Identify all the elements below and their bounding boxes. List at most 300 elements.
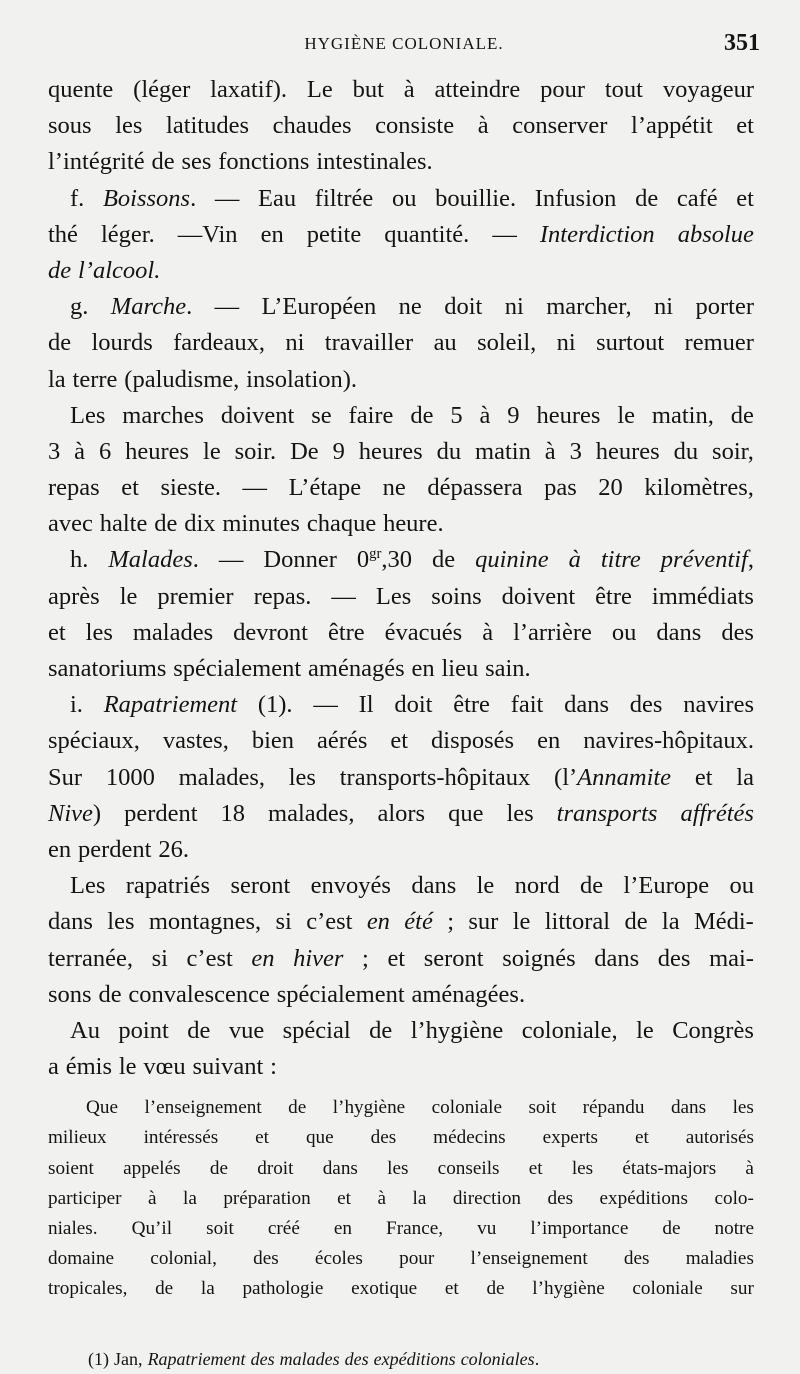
word: l’intégrité xyxy=(48,148,145,176)
word: nord xyxy=(514,872,560,900)
word: et xyxy=(255,1127,269,1149)
word: littoral xyxy=(544,908,611,936)
word: c’est xyxy=(186,944,233,972)
word: bouillie. xyxy=(435,184,517,212)
word: quinine xyxy=(475,546,549,574)
word: de xyxy=(288,1097,307,1119)
word: malades, xyxy=(268,799,355,827)
word: se xyxy=(311,401,332,429)
word: Les xyxy=(70,401,106,429)
word: dans xyxy=(322,1157,358,1179)
word: maladies xyxy=(685,1248,754,1270)
word: de xyxy=(155,1278,174,1300)
word: de xyxy=(635,184,659,212)
word: perdent xyxy=(77,835,152,863)
word: minutes xyxy=(222,510,300,538)
word: De xyxy=(290,437,319,465)
word: convalescence xyxy=(128,980,270,1008)
word: les xyxy=(506,799,534,827)
word: colonial, xyxy=(150,1248,217,1270)
word: 18 xyxy=(220,799,246,827)
word: marcher, xyxy=(546,293,632,321)
word: doit xyxy=(394,691,433,719)
word: ; xyxy=(362,944,369,972)
word: du xyxy=(436,437,462,465)
word: doivent xyxy=(220,401,295,429)
word: émis xyxy=(65,1053,113,1081)
word: à xyxy=(544,437,556,465)
word: milieux xyxy=(48,1127,107,1149)
word: malades xyxy=(279,1348,340,1369)
word: (1) xyxy=(88,1348,109,1369)
word: heures xyxy=(358,437,423,465)
word: transports xyxy=(556,799,658,827)
word: Sur xyxy=(48,763,83,791)
word: être xyxy=(327,618,365,646)
word: écoles xyxy=(314,1248,363,1270)
word: lourds xyxy=(91,329,153,357)
word: conseils xyxy=(437,1157,500,1179)
word: seront xyxy=(423,944,484,972)
word: en xyxy=(251,944,275,972)
word: remuer xyxy=(684,329,754,357)
word: envoyés xyxy=(310,872,391,900)
word: et xyxy=(387,944,406,972)
word: sur xyxy=(730,1278,754,1300)
word: autorisés xyxy=(685,1127,754,1149)
word: en xyxy=(48,835,72,863)
word: les xyxy=(85,618,113,646)
word: halte xyxy=(99,510,148,538)
word: Qu’il xyxy=(131,1218,173,1239)
word: l’hygiène xyxy=(532,1278,605,1300)
word: $0^{gr},30$ xyxy=(356,546,412,574)
running-title: HYGIÈNE COLONIALE. xyxy=(304,34,504,53)
word: mai- xyxy=(709,944,754,972)
word: travailler xyxy=(324,329,414,357)
word: matin xyxy=(475,437,531,465)
text-line xyxy=(48,470,754,506)
word: notre xyxy=(714,1218,754,1239)
word: dépassera xyxy=(427,474,523,502)
word: ; xyxy=(447,908,455,936)
word: été xyxy=(404,908,433,936)
word: vastes, xyxy=(162,727,229,755)
word: heures xyxy=(595,437,660,465)
word: expéditions xyxy=(599,1187,688,1209)
word: 1000 xyxy=(105,763,155,791)
word: au xyxy=(433,329,457,357)
word: et xyxy=(444,1278,459,1300)
word: filtrée xyxy=(314,184,374,212)
word: dans xyxy=(411,872,457,900)
word: immédiats xyxy=(651,582,754,610)
word: ou xyxy=(611,618,637,646)
word: à xyxy=(745,1157,754,1179)
word: l’enseignement xyxy=(144,1097,262,1119)
word: Rapatriement xyxy=(103,691,238,719)
text-line xyxy=(48,941,754,977)
word: des xyxy=(547,1187,574,1209)
word: préventif, xyxy=(660,546,754,574)
word: en xyxy=(537,727,561,755)
page-header xyxy=(48,30,760,64)
text-line xyxy=(48,1154,754,1184)
word: les xyxy=(107,908,135,936)
text-line xyxy=(48,868,754,904)
text-line xyxy=(48,144,754,180)
text-line xyxy=(48,579,754,615)
text-line xyxy=(48,434,754,470)
footnote xyxy=(48,1345,754,1373)
word: seront xyxy=(230,872,291,900)
text-line xyxy=(48,108,754,144)
word: latitudes xyxy=(166,112,250,140)
word: et xyxy=(736,184,754,212)
word: Nive) xyxy=(48,799,102,827)
word: terre xyxy=(72,365,118,393)
word: et xyxy=(337,1187,352,1209)
word: affrétés xyxy=(680,799,754,827)
text-line xyxy=(48,289,754,325)
word: chaque xyxy=(306,510,377,538)
text-line xyxy=(48,687,754,723)
word: faire xyxy=(348,401,394,429)
word: à xyxy=(74,437,86,465)
word: de xyxy=(151,148,175,176)
word: Les xyxy=(70,872,106,900)
word: 5 xyxy=(450,401,463,429)
word: des xyxy=(623,1248,650,1270)
word: à xyxy=(477,112,489,140)
word: Boissons. xyxy=(102,184,197,212)
word: perdent xyxy=(124,799,198,827)
word: des xyxy=(629,691,663,719)
text-line xyxy=(48,217,754,253)
word: avec xyxy=(48,510,93,538)
word: 3 xyxy=(569,437,582,465)
word: et xyxy=(121,474,139,502)
word: l’hygiène xyxy=(410,1016,504,1044)
word: l’arrière xyxy=(513,618,592,646)
word: 9 xyxy=(332,437,345,465)
text-line xyxy=(48,796,754,832)
word: point xyxy=(118,1016,169,1044)
word: surtout xyxy=(596,329,665,357)
word: malades xyxy=(132,618,214,646)
word: pour xyxy=(540,76,585,103)
word: de xyxy=(154,510,178,538)
word: des xyxy=(250,1348,275,1369)
resolution-quote xyxy=(48,1093,754,1304)
word: soins xyxy=(431,582,482,610)
word: si xyxy=(151,944,168,972)
word: appelés xyxy=(123,1157,181,1179)
word: sain. xyxy=(485,655,531,682)
word: pour xyxy=(399,1248,435,1270)
word: créé xyxy=(267,1218,300,1239)
word: 3 xyxy=(48,437,61,465)
word: devront xyxy=(233,618,308,646)
word: atteindre xyxy=(434,76,521,103)
word: ni xyxy=(556,329,576,357)
word: soit xyxy=(206,1218,234,1239)
word: être xyxy=(595,582,632,610)
word: spécial xyxy=(282,1016,351,1044)
word: préparation xyxy=(223,1187,311,1209)
word: quantité. xyxy=(384,220,470,248)
word: le xyxy=(617,401,635,429)
word: consiste xyxy=(375,112,455,140)
word: (l’Annamite xyxy=(554,763,672,791)
text-line xyxy=(48,542,754,578)
word: aménagés xyxy=(308,655,405,682)
word: intestinales. xyxy=(316,148,433,176)
word: expéditions xyxy=(373,1348,456,1369)
word: — xyxy=(313,691,338,719)
word: aménagées. xyxy=(411,980,526,1008)
word: spéciaux, xyxy=(48,727,140,755)
word: le xyxy=(512,908,531,936)
word: de xyxy=(98,980,122,1008)
text-line xyxy=(48,1093,754,1123)
word: en xyxy=(260,220,284,248)
text-line xyxy=(48,1274,754,1304)
word: Médi- xyxy=(693,908,754,936)
word: : xyxy=(270,1053,277,1081)
word: fait xyxy=(510,691,544,719)
word: Donner xyxy=(263,546,337,574)
word: léger. xyxy=(100,220,155,248)
word: — xyxy=(218,546,244,574)
word: du xyxy=(673,437,699,465)
word: et xyxy=(48,618,66,646)
word: à xyxy=(479,401,491,429)
word: à xyxy=(403,76,415,103)
text-line xyxy=(48,325,754,361)
word: ni xyxy=(504,293,524,321)
page-number: 351 xyxy=(724,30,760,56)
word: vœu xyxy=(143,1053,186,1081)
word: des xyxy=(253,1248,279,1270)
word: en xyxy=(366,908,390,936)
text-line xyxy=(48,362,754,398)
word: experts xyxy=(542,1127,598,1149)
word: la xyxy=(182,1187,197,1209)
word: de xyxy=(48,256,72,284)
text-line xyxy=(48,181,754,217)
word: la xyxy=(736,763,754,791)
word: pathologie xyxy=(242,1278,324,1300)
word: repas xyxy=(48,474,100,502)
word: navires xyxy=(683,691,754,719)
word: coloniale xyxy=(632,1278,703,1300)
word: Malades. xyxy=(108,546,199,574)
word: soir. xyxy=(234,437,277,465)
word: quente xyxy=(48,76,114,103)
word: de xyxy=(369,1016,393,1044)
word: et xyxy=(390,727,409,755)
word: (paludisme, xyxy=(124,365,240,393)
word: premier xyxy=(157,582,234,610)
word: Les xyxy=(375,582,412,610)
word: tropicales, xyxy=(48,1278,128,1300)
text-body xyxy=(48,72,754,1373)
word: des xyxy=(657,944,691,972)
word: les xyxy=(732,1097,754,1119)
word: sieste. xyxy=(160,474,222,502)
word: hiver xyxy=(293,944,344,972)
word: h. xyxy=(70,546,89,574)
word: vue xyxy=(228,1016,265,1044)
word: disposés xyxy=(431,727,515,755)
word: but xyxy=(352,76,384,103)
word: et xyxy=(736,112,754,140)
word: à xyxy=(147,1187,157,1209)
word: dans xyxy=(670,1097,707,1119)
word: suivant xyxy=(192,1053,264,1081)
text-line xyxy=(48,1123,754,1153)
text-line xyxy=(48,1184,754,1214)
word: participer xyxy=(48,1187,122,1209)
word: heure. xyxy=(383,510,444,538)
word: le xyxy=(203,437,221,465)
word: la xyxy=(412,1187,427,1209)
word: de xyxy=(486,1278,505,1300)
word: Le xyxy=(306,76,333,103)
word: doit xyxy=(444,293,483,321)
word: états-majors xyxy=(622,1157,717,1179)
word: bien xyxy=(251,727,295,755)
word: Infusion xyxy=(534,184,617,212)
word: sur xyxy=(468,908,499,936)
word: petite xyxy=(306,220,362,248)
text-line xyxy=(48,832,754,868)
word: c’est xyxy=(306,908,353,936)
word: et xyxy=(528,1157,543,1179)
word: 9 xyxy=(507,401,520,429)
word: 20 xyxy=(598,474,623,502)
word: navires-hôpitaux. xyxy=(583,727,754,755)
word: ni xyxy=(654,293,674,321)
word: dans xyxy=(564,691,610,719)
word: soleil, xyxy=(477,329,537,357)
word: Interdiction xyxy=(539,220,655,248)
word: (léger xyxy=(133,76,191,103)
word: kilomètres, xyxy=(644,474,754,502)
word: Eau xyxy=(258,184,297,212)
word: l’Europe xyxy=(623,872,710,900)
word: répandu xyxy=(582,1097,645,1119)
word: titre xyxy=(600,546,641,574)
word: transports-hôpitaux xyxy=(339,763,531,791)
word: spécialement xyxy=(173,655,302,682)
word: — xyxy=(214,293,240,321)
word: doivent xyxy=(501,582,576,610)
text-line xyxy=(48,1244,754,1274)
word: pas xyxy=(544,474,577,502)
word: que xyxy=(448,799,484,827)
word: — xyxy=(214,184,240,212)
word: Il xyxy=(358,691,374,719)
word: Que xyxy=(86,1097,118,1119)
word: l’alcool. xyxy=(77,256,161,284)
word: domaine xyxy=(48,1248,115,1270)
word: le xyxy=(476,872,495,900)
word: de xyxy=(410,401,434,429)
word: colo- xyxy=(714,1187,754,1209)
text-line xyxy=(48,904,754,940)
word: ne xyxy=(382,474,406,502)
word: les xyxy=(387,1157,409,1179)
word: de xyxy=(187,1016,211,1044)
word: montagnes, xyxy=(148,908,262,936)
main-text xyxy=(48,72,754,1085)
word: rapatriés xyxy=(125,872,211,900)
word: café xyxy=(676,184,718,212)
word: ou xyxy=(391,184,417,212)
word: des xyxy=(370,1127,397,1149)
word: Jan, xyxy=(114,1348,143,1369)
word: Congrès xyxy=(672,1016,754,1044)
word: soignés xyxy=(502,944,576,972)
word: et xyxy=(694,763,713,791)
word: coloniale xyxy=(431,1097,502,1119)
text-line xyxy=(48,1013,754,1049)
word: fonctions xyxy=(218,148,310,176)
word: être xyxy=(453,691,490,719)
text-line xyxy=(48,615,754,651)
word: intéressés xyxy=(143,1127,219,1149)
word: soit xyxy=(528,1097,557,1119)
word: dans xyxy=(594,944,640,972)
word: heures xyxy=(536,401,601,429)
word: terranée, xyxy=(48,944,133,972)
word: dans xyxy=(656,618,702,646)
word: que xyxy=(305,1127,334,1149)
word: vu xyxy=(477,1218,497,1239)
word: dans xyxy=(48,908,93,936)
word: spécialement xyxy=(276,980,405,1008)
word: coloniale, xyxy=(521,1016,618,1044)
word: la xyxy=(200,1278,215,1300)
word: a xyxy=(48,1053,59,1081)
word: de xyxy=(624,908,648,936)
word: L’étape xyxy=(288,474,362,502)
word: des xyxy=(721,618,754,646)
word: la xyxy=(661,908,680,936)
word: — xyxy=(242,474,268,502)
word: —Vin xyxy=(177,220,238,248)
word: à xyxy=(568,546,581,574)
word: et xyxy=(634,1127,649,1149)
text-line xyxy=(48,1049,754,1085)
word: tout xyxy=(604,76,643,103)
word: — xyxy=(331,582,356,610)
word: — xyxy=(492,220,517,248)
word: de xyxy=(48,329,72,357)
word: de xyxy=(209,1157,228,1179)
word: voyageur xyxy=(662,76,754,103)
word: alors xyxy=(377,799,426,827)
word: l’hygiène xyxy=(332,1097,406,1119)
word: exotique xyxy=(351,1278,418,1300)
word: sous xyxy=(48,112,92,140)
word: l’enseignement xyxy=(470,1248,588,1270)
word: soient xyxy=(48,1157,94,1179)
word: direction xyxy=(452,1187,522,1209)
word: (1). xyxy=(257,691,293,719)
